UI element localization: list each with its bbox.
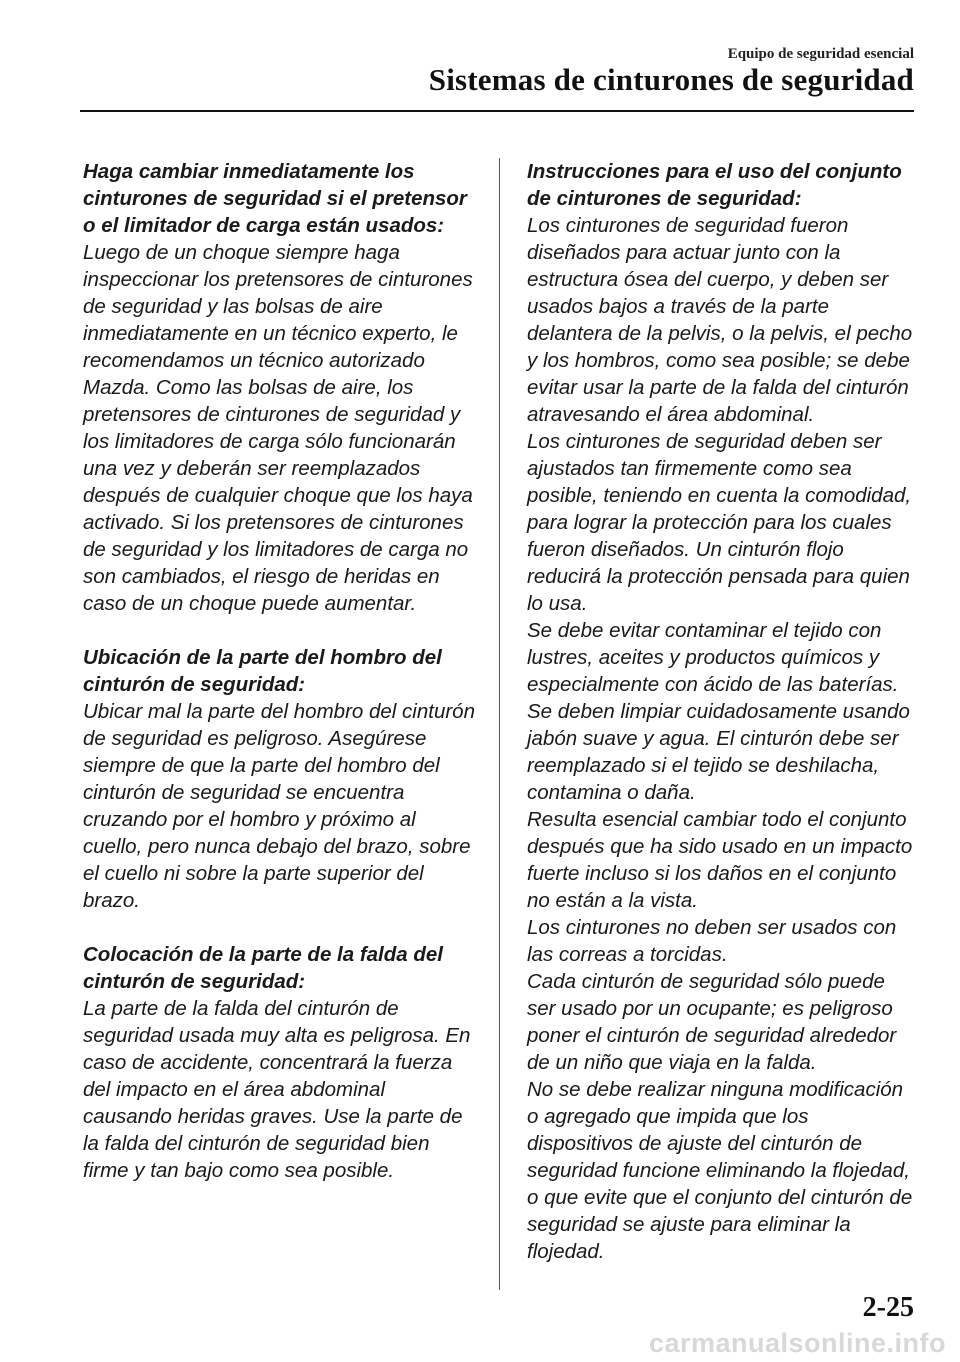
instruction-paragraph: Cada cinturón de seguridad sólo puede ser usado por un ocupante; es peligroso poner el cinturón de seguridad alrededor de un niño que viaja en la falda. (527, 970, 897, 1074)
page-number: 2-25 (862, 1292, 914, 1323)
paragraph-pretensor (83, 158, 475, 617)
watermark: carmanualsonline.info (648, 1328, 946, 1358)
instruction-paragraph: No se debe realizar ninguna modificación o agregado que impida que los dispositivos de ajuste del cinturón de seguridad funcione eliminando la flojedad, o que evite que el conjunto del cinturón de seguridad se ajuste para eliminar la flojedad. (527, 1078, 913, 1263)
instruction-paragraph: Los cinturones no deben ser usados con las correas a torcidas. (527, 916, 897, 966)
paragraph-lap-belt (83, 941, 475, 1184)
left-column (83, 158, 475, 1184)
heading-pretensor: Haga cambiar inmediatamente los cinturones de seguridad si el pretensor o el limitador de carga están usados: (83, 160, 467, 237)
section-header: Equipo de seguridad esencial (727, 46, 914, 62)
heading-instructions: Instrucciones para el uso del conjunto de cinturones de seguridad: (527, 160, 902, 210)
paragraph-shoulder-belt (83, 644, 475, 914)
instruction-paragraph: Resulta esencial cambiar todo el conjunto después que ha sido usado en un impacto fuerte incluso si los daños en el conjunto no están a la vista. (527, 808, 913, 912)
heading-lap-belt: Colocación de la parte de la falda del cinturón de seguridad: (83, 943, 443, 993)
instruction-paragraph: Los cinturones de seguridad fueron diseñados para actuar junto con la estructura ósea del cuerpo, y deben ser usados bajos a través de la parte delantera de la pelvis, o la pelvis, el pecho y los hombros, como sea posible; se debe evitar usar la parte de la falda del cinturón atravesando el área abdominal. (527, 214, 913, 426)
right-column (527, 158, 919, 1265)
body-shoulder-belt: Ubicar mal la parte del hombro del cinturón de seguridad es peligroso. Asegúrese siempre de que la parte del hombro del cinturón de seguridad se encuentra cruzando por el hombro y próximo al cuello, pero nunca debajo del brazo, sobre el cuello ni sobre la parte superior del brazo. (83, 700, 475, 912)
body-lap-belt: La parte de la falda del cinturón de seguridad usada muy alta es peligrosa. En caso de accidente, concentrará la fuerza del impacto en el área abdominal causando heridas graves. Use la parte de la falda del cinturón de seguridad bien firme y tan bajo como sea posible. (83, 997, 471, 1182)
body-pretensor: Luego de un choque siempre haga inspeccionar los pretensores de cinturones de seguridad y las bolsas de aire inmediatamente en un técnico experto, le recomendamos un técnico autorizado Mazda. Como las bolsas de aire, los pretensores de cinturones de seguridad y los limitadores de carga sólo funcionarán una vez y deberán ser reemplazados después de cualquier choque que los haya activado. Si los pretensores de cinturones de seguridad y los limitadores de carga no son cambiados, el riesgo de heridas en caso de un choque puede aumentar. (83, 241, 473, 615)
page-title: Sistemas de cinturones de seguridad (428, 62, 914, 97)
instruction-paragraph: Los cinturones de seguridad deben ser ajustados tan firmemente como sea posible, teniendo en cuenta la comodidad, para lograr la protección para los cuales fueron diseñados. Un cinturón flojo reducirá la protección pensada para quien lo usa. (527, 430, 912, 615)
heading-shoulder-belt: Ubicación de la parte del hombro del cinturón de seguridad: (83, 646, 442, 696)
header-rule (80, 110, 914, 112)
column-divider (499, 158, 500, 1290)
instruction-paragraph: Se debe evitar contaminar el tejido con lustres, aceites y productos químicos y especialmente con ácido de las baterías. Se deben limpiar cuidadosamente usando jabón suave y agua. El cinturón debe ser reemplazado si el tejido se deshilacha, contamina o daña. (527, 619, 910, 804)
